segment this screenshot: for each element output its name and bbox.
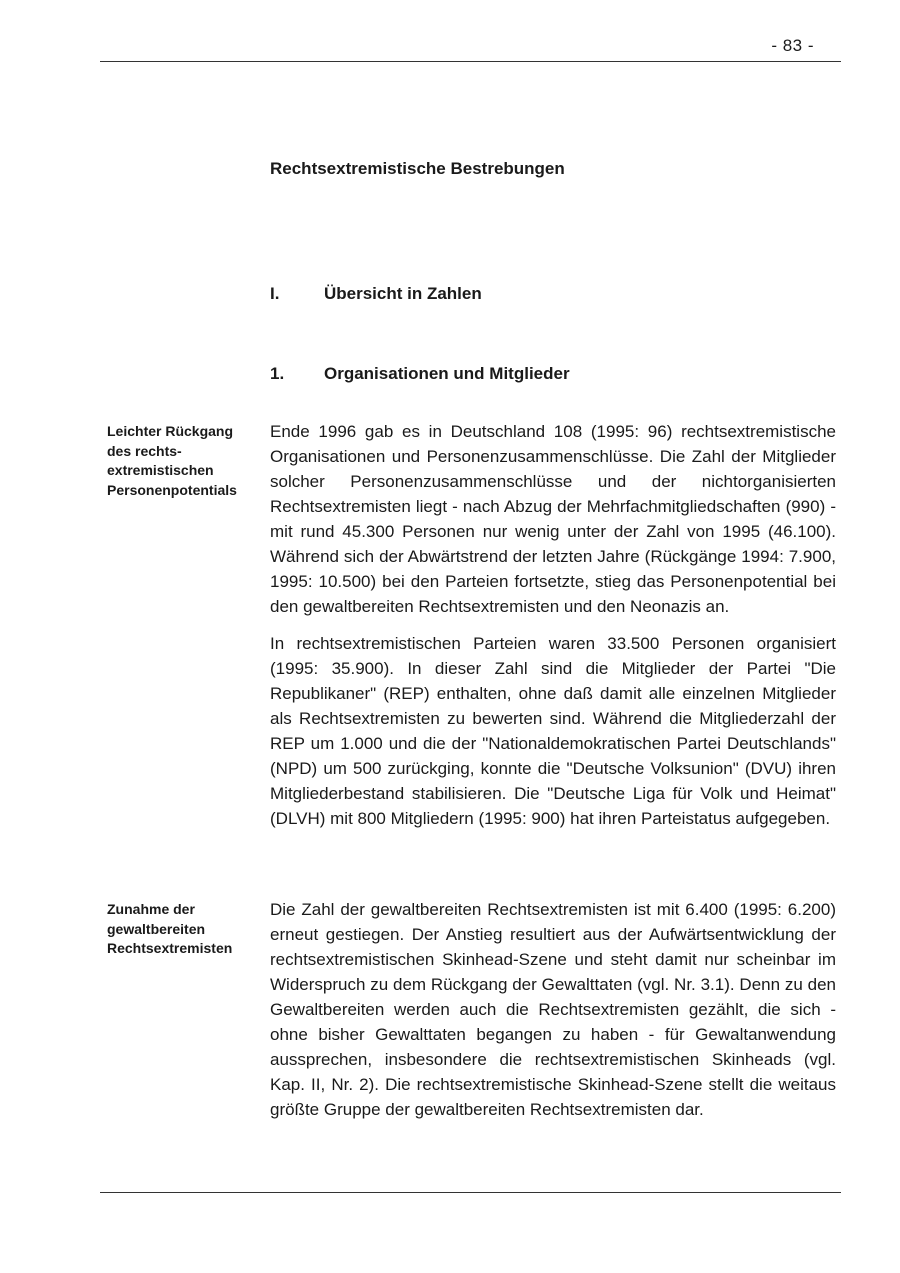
section-number: I. bbox=[270, 284, 280, 303]
subsection-heading bbox=[270, 364, 570, 384]
paragraph: In rechtsextremistischen Parteien waren 33.500 Personen organisiert (1995: 35.900). In dieser Zahl sind die Mitglieder der Partei "Die Republikaner" (REP) enthalten, ohne daß damit alle einzelnen Mitglieder als Rechtsextremisten zu bewerten sind. Während die Mitgliederzahl der REP um 1.000 und die der "Nationaldemokratischen Partei Deutschlands" (NPD) um 500 zurückging, konnte die "Deutsche Volksunion" (DVU) ihren Mitgliederbestand stabilisieren. Die "Deutsche Liga für Volk und Heimat" (DLVH) mit 800 Mitgliedern (1995: 900) hat ihren Parteistatus aufgegeben. bbox=[270, 634, 836, 828]
body-text bbox=[270, 897, 836, 1134]
subsection-title: Organisationen und Mitglieder bbox=[324, 364, 570, 383]
margin-note: Zunahme der gewaltbereiten Rechtsextremisten bbox=[107, 901, 233, 956]
paragraph: Die Zahl der gewaltbereiten Rechtsextremisten ist mit 6.400 (1995: 6.200) erneut gestiegen. Der Anstieg resultiert aus der Aufwärtsentwicklung der rechtsextremistischen Skinhead-Szene und steht damit nur scheinbar im Widerspruch zu dem Rückgang der Gewalttaten (vgl. Nr. 3.1). Denn zu den Gewaltbereiten werden auch die Rechtsextremisten gezählt, die sich - ohne bisher Gewalttaten begangen zu haben - für Gewaltanwendung aussprechen, insbesondere die rechtsextremistischen Skinheads (vgl. Kap. II, Nr. 2). Die rechtsextremistische Skinhead-Szene stellt die weitaus größte Gruppe der gewaltbereiten Rechtsextremisten dar. bbox=[270, 900, 836, 1119]
body-text bbox=[270, 419, 836, 843]
footer-rule bbox=[100, 1192, 841, 1193]
section-title: Übersicht in Zahlen bbox=[324, 284, 482, 303]
page-number: - 83 - bbox=[771, 36, 814, 55]
header-rule bbox=[100, 61, 841, 62]
paragraph: Ende 1996 gab es in Deutschland 108 (1995: 96) rechtsextremistische Organisationen und Personenzusammenschlüsse. Die Zahl der Mitglieder solcher Personenzusammenschlüsse und der nichtorganisierten Rechtsextremisten liegt - nach Abzug der Mehrfachmitgliedschaften (990) - mit rund 45.300 Personen nur wenig unter der Zahl von 1995 (46.100). Während sich der Abwärtstrend der letzten Jahre (Rückgänge 1994: 7.900, 1995: 10.500) bei den Parteien fortsetzte, stieg das Personenpotential bei den gewaltbereiten Rechtsextremisten und den Neonazis an. bbox=[270, 422, 836, 616]
chapter-title: Rechtsextremistische Bestrebungen bbox=[270, 159, 565, 178]
section-heading bbox=[270, 284, 482, 304]
subsection-number: 1. bbox=[270, 364, 285, 383]
margin-note: Leichter Rückgang des rechts-extremistischen Personenpotentials bbox=[107, 423, 237, 498]
